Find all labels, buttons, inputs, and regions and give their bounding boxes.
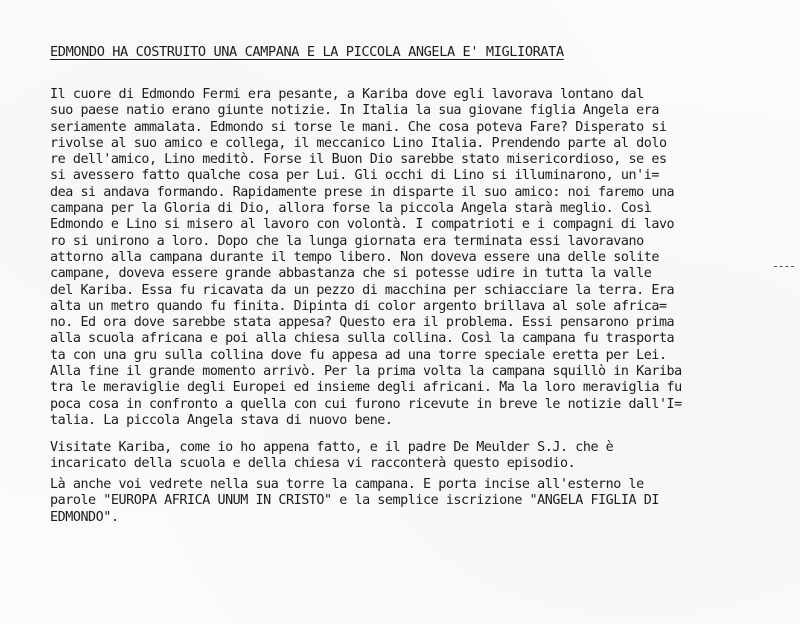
text-line: incaricato della scuola e della chiesa vi racconterà questo episodio. bbox=[50, 456, 576, 472]
text-line: ro si unirono a loro. Dopo che la lunga giornata era terminata essi lavoravano bbox=[50, 233, 644, 249]
text-line: tra le meraviglie degli Europei ed insieme degli africani. Ma la loro meraviglia fu bbox=[50, 380, 682, 396]
text-line: alla scuola africana e poi alla chiesa sulla collina. Così la campana fu trasporta bbox=[50, 331, 675, 347]
paragraph-inscription bbox=[50, 477, 780, 526]
text-line: si avessero fatto qualche cosa per Lui. Gli occhi di Lino si illuminarono, un'i= bbox=[50, 168, 659, 184]
text-line: EDMONDO". bbox=[50, 509, 119, 525]
text-line: suo paese natio erano giunte notizie. In Italia la sua giovane figlia Angela era bbox=[50, 103, 659, 119]
text-line: parole "EUROPA AFRICA UNUM IN CRISTO" e la semplice iscrizione "ANGELA FIGLIA DI bbox=[50, 493, 659, 509]
text-line: dea si andava formando. Rapidamente prese in disparte il suo amico: noi faremo una bbox=[50, 184, 675, 200]
paragraph-story bbox=[50, 87, 780, 429]
text-line: Visitate Kariba, come io ho appena fatto, e il padre De Meulder S.J. che è bbox=[50, 440, 614, 455]
text-line: no. Ed ora dove sarebbe stata appesa? Questo era il problema. Essi pensarono prima bbox=[50, 315, 675, 331]
text-line: ta con una gru sulla collina dove fu appesa ad una torre speciale eretta per Lei. bbox=[50, 347, 667, 363]
paragraph-visit bbox=[50, 440, 780, 473]
text-line: Alla fine il grande momento arrivò. Per la prima volta la campana squillò in Kariba bbox=[50, 364, 682, 380]
text-line: seriamente ammalata. Edmondo si torse le mani. Che cosa poteva Fare? Disperato si bbox=[50, 119, 667, 135]
text-line: Là anche voi vedrete nella sua torre la campana. E porta incise all'esterno le bbox=[50, 477, 644, 492]
text-line: talia. La piccola Angela stava di nuovo bene. bbox=[50, 412, 393, 428]
text-line: re dell'amico, Lino meditò. Forse il Buon Dio sarebbe stato misericordioso, se es bbox=[50, 152, 667, 168]
text-line: rivolse al suo amico e collega, il meccanico Lino Italia. Prendendo parte al dolo bbox=[50, 135, 667, 151]
margin-pen-mark bbox=[774, 266, 794, 268]
text-line: Edmondo e Lino si misero al lavoro con volontà. I compatrioti e i compagni di lavo bbox=[50, 217, 675, 233]
text-line: Il cuore di Edmondo Fermi era pesante, a Kariba dove egli lavorava lontano dal bbox=[50, 87, 644, 102]
text-line: alta un metro quando fu finita. Dipinta di color argento brillava al sole africa= bbox=[50, 298, 667, 314]
text-line: campane, doveva essere grande abbastanza che si potesse udire in tutta la valle bbox=[50, 266, 652, 282]
document-title: EDMONDO HA COSTRUITO UNA CAMPANA E LA PICCOLA ANGELA E' MIGLIORATA bbox=[50, 44, 564, 60]
text-line: poca cosa in confronto a quella con cui furono ricevute in breve le notizie dall'I= bbox=[50, 396, 682, 412]
text-line: attorno alla campana durante il tempo libero. Non doveva essere una delle solite bbox=[50, 249, 659, 265]
text-line: del Kariba. Essa fu ricavata da un pezzo di macchina per schiacciare la terra. Era bbox=[50, 282, 675, 298]
text-line: campana per la Gloria di Dio, allora forse la piccola Angela starà meglio. Così bbox=[50, 201, 652, 217]
